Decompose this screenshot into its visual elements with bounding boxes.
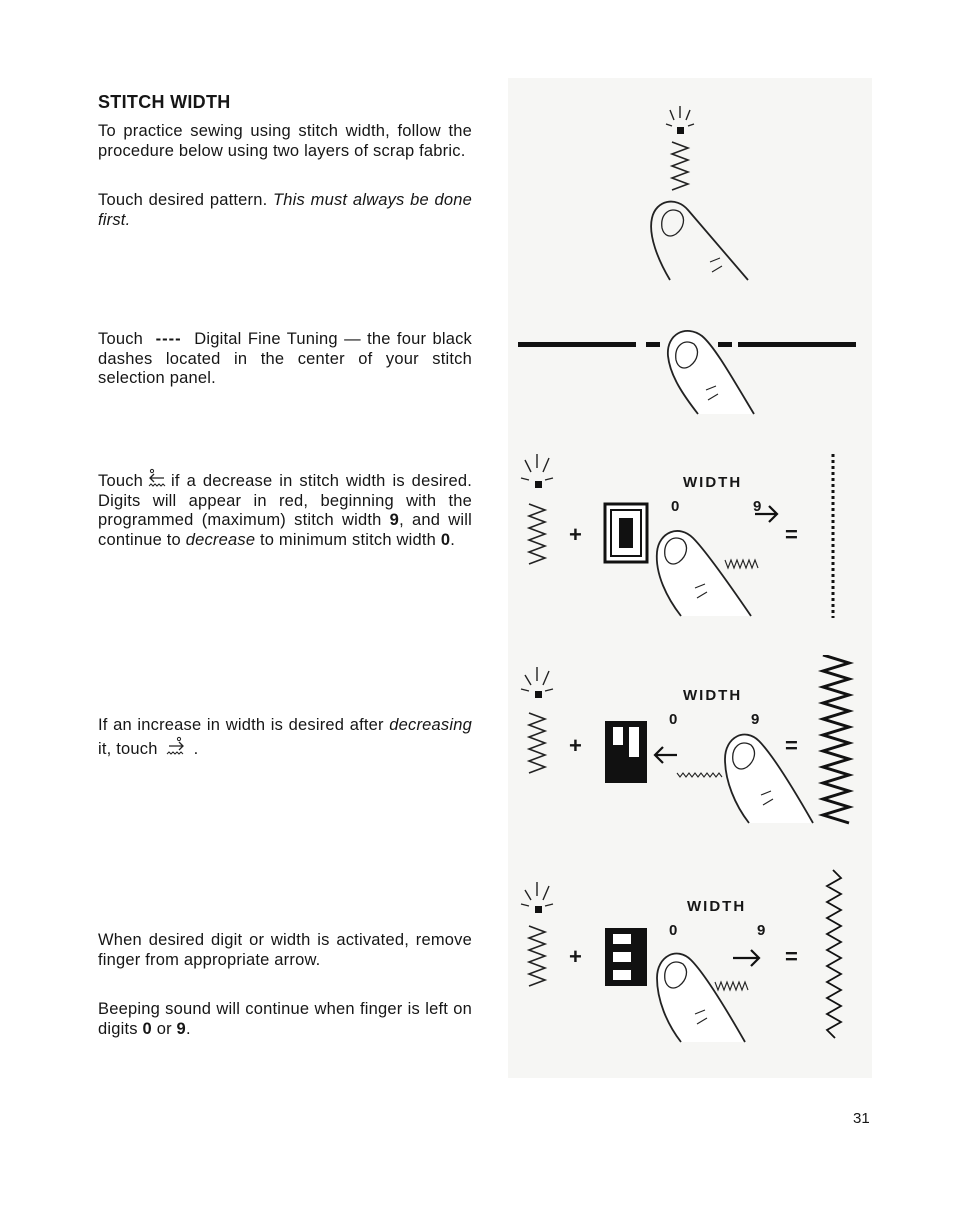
width-label: WIDTH <box>683 474 743 491</box>
increase-width-illustration <box>515 655 855 835</box>
plus-sign: + <box>569 522 582 547</box>
figure-fine-tuning <box>518 314 858 424</box>
intro-paragraph: To practice sewing using stitch width, follow the procedure below using two layers of scrap fabric. <box>98 122 472 160</box>
plus-sign: + <box>569 733 582 758</box>
touch-pattern-illustration <box>640 100 770 290</box>
equals-sign: = <box>785 944 798 969</box>
figure-touch-pattern <box>640 100 770 290</box>
fine-tuning-paragraph: Touch ---- Digital Fine Tuning — the four black dashes located in the center of your stitch selection panel. <box>98 330 472 387</box>
figure-increase-width <box>515 655 855 835</box>
beeping-paragraph: Beeping sound will continue when finger is left on digits 0 or 9. <box>98 1000 472 1038</box>
increase-paragraph: If an increase in width is desired after decreasing it, touch . <box>98 716 472 758</box>
width-label: WIDTH <box>687 898 747 915</box>
width-max-value: 9 <box>757 922 766 939</box>
decrease-paragraph: Touch if a decrease in stitch width is desired. Digits will appear in red, beginning with the programmed (maximum) stitch width 9, and will continue to decrease to minimum stitch width 0. <box>98 468 472 550</box>
touch-pattern-paragraph: Touch desired pattern. This must always be done first. <box>98 191 473 229</box>
figure-release-finger <box>515 868 855 1048</box>
fine-tuning-illustration <box>518 314 858 424</box>
width-max-value: 9 <box>753 498 762 515</box>
width-min-value: 0 <box>671 498 680 515</box>
decrease-arrow-icon <box>146 468 168 490</box>
equals-sign: = <box>785 522 798 547</box>
width-min-value: 0 <box>669 711 678 728</box>
width-max-value: 9 <box>751 711 760 728</box>
increase-arrow-icon <box>161 736 191 758</box>
plus-sign: + <box>569 944 582 969</box>
release-finger-illustration <box>515 868 855 1048</box>
width-min-value: 0 <box>669 922 678 939</box>
figure-decrease-width <box>515 448 845 628</box>
release-paragraph: When desired digit or width is activated, remove finger from appropriate arrow. <box>98 931 472 969</box>
section-heading: STITCH WIDTH <box>98 92 231 112</box>
width-label: WIDTH <box>683 687 743 704</box>
equals-sign: = <box>785 733 798 758</box>
page-number: 31 <box>853 1110 870 1127</box>
